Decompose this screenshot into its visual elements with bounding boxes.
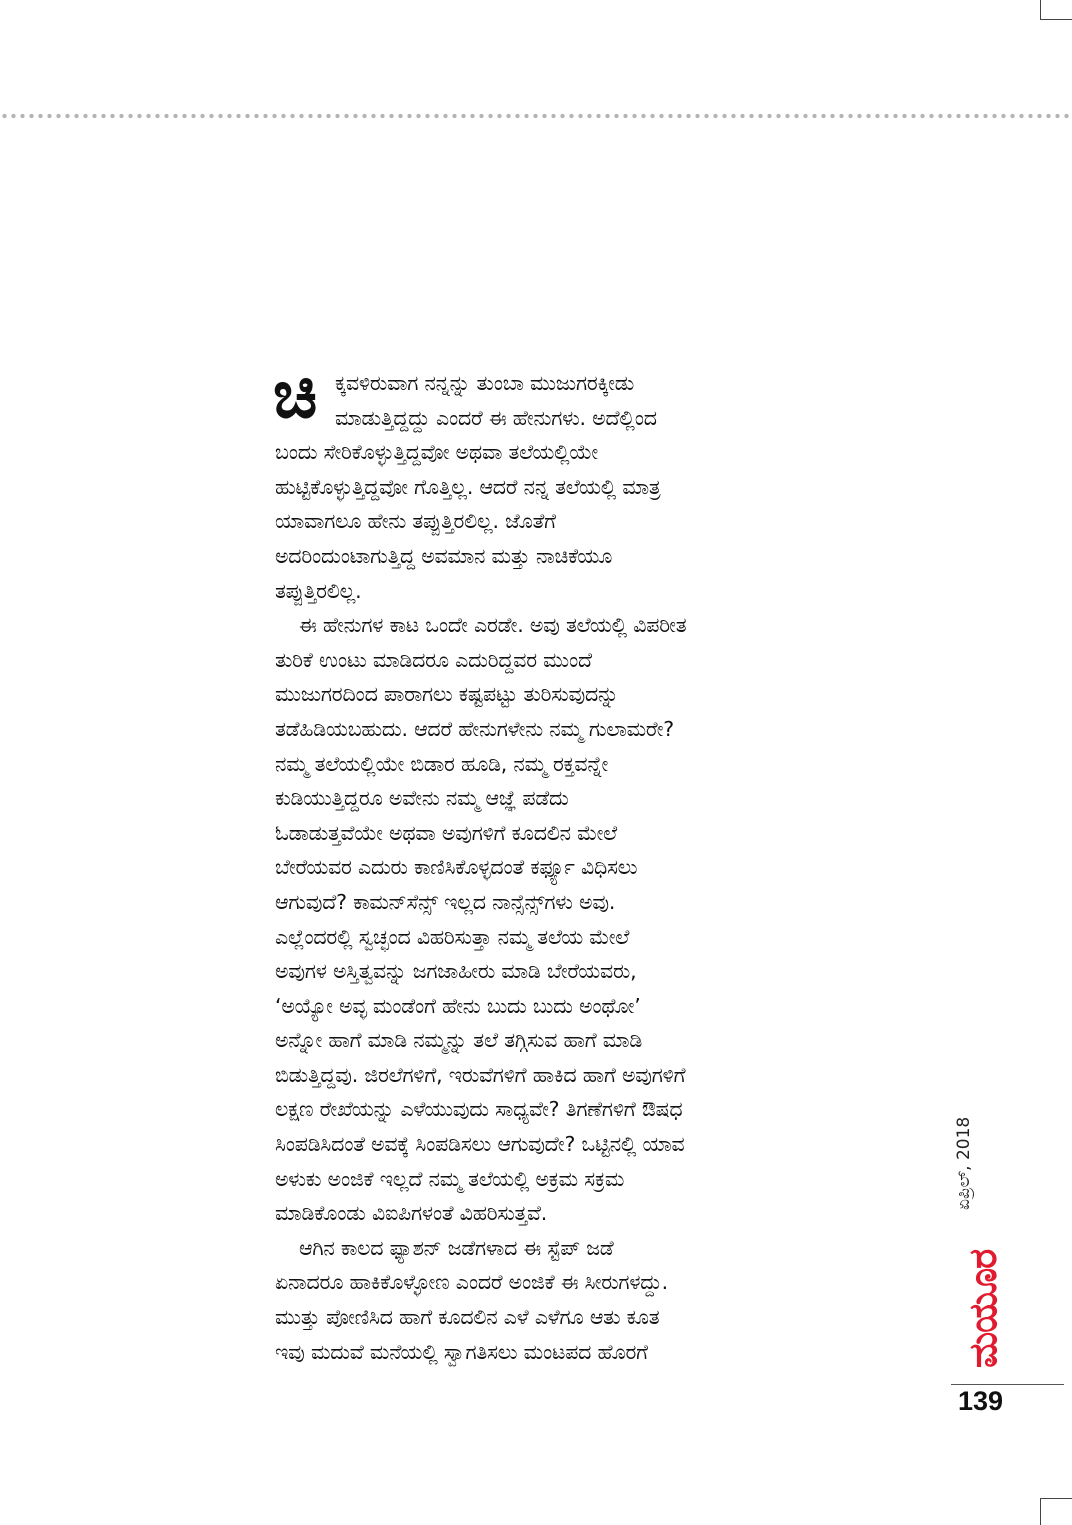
text-line: ಮುತ್ತು ಪೋಣಿಸಿದ ಹಾಗೆ ಕೂದಲಿನ ಎಳೆ ಎಳೆಗೂ ಆತು ಕೂತ	[275, 1305, 660, 1330]
text-line: ಬಂದು ಸೇರಿಕೊಳ್ಳುತ್ತಿದ್ದವೋ ಅಥವಾ ತಲೆಯಲ್ಲಿಯೇ	[275, 440, 598, 465]
crop-mark-bottom	[1040, 1498, 1072, 1525]
text-line: ತುರಿಕೆ ಉಂಟು ಮಾಡಿದರೂ ಎದುರಿದ್ದವರ ಮುಂದೆ	[275, 647, 592, 672]
text-line: ಬಿಡುತ್ತಿದ್ದವು. ಜಿರಲೆಗಳಿಗೆ, ಇರುವೆಗಳಿಗೆ ಹಾಕಿದ ಹಾಗೆ ಅವುಗಳಿಗೆ	[275, 1062, 686, 1087]
page-number-rule	[951, 1384, 1064, 1385]
text-line: ಅಳುಕು ಅಂಜಿಕೆ ಇಲ್ಲದೆ ನಮ್ಮ ತಲೆಯಲ್ಲಿ ಅಕ್ರಮ ಸಕ್ರಮ	[275, 1166, 625, 1191]
text-line: ಯಾವಾಗಲೂ ಹೇನು ತಪ್ಪುತ್ತಿರಲಿಲ್ಲ. ಜೊತೆಗೆ	[275, 509, 556, 534]
text-line: ಏನಾದರೂ ಹಾಕಿಕೊಳ್ಳೋಣ ಎಂದರೆ ಅಂಜಿಕೆ ಈ ಸೀರುಗಳದ್ದು.	[275, 1270, 669, 1295]
text-line: ಬೇರೆಯವರ ಎದುರು ಕಾಣಿಸಿಕೊಳ್ಳದಂತೆ ಕರ್ಫ್ಯೂ ವಿಧಿಸಲು	[275, 855, 638, 880]
text-line: ಮುಜುಗರದಿಂದ ಪಾರಾಗಲು ಕಷ್ಟಪಟ್ಟು ತುರಿಸುವುದನ್ನು	[275, 682, 619, 707]
article-body	[273, 356, 815, 1369]
magazine-logo: ಮಯೂರ	[961, 1249, 1005, 1368]
text-line: ಎಲ್ಲೆಂದರಲ್ಲಿ ಸ್ವಚ್ಛಂದ ವಿಹರಿಸುತ್ತಾ ನಮ್ಮ ತಲೆಯ ಮೇಲೆ	[275, 924, 630, 949]
text-line: ನಮ್ಮ ತಲೆಯಲ್ಲಿಯೇ ಬಿಡಾರ ಹೂಡಿ, ನಮ್ಮ ರಕ್ತವನ್ನೇ	[275, 751, 609, 776]
page-number: 139	[958, 1386, 1004, 1416]
text-line: ಅನ್ನೋ ಹಾಗೆ ಮಾಡಿ ನಮ್ಮನ್ನು ತಲೆ ತಗ್ಗಿಸುವ ಹಾಗೆ ಮಾಡಿ	[275, 1028, 643, 1053]
text-line: ಇವು ಮದುವೆ ಮನೆಯಲ್ಲಿ ಸ್ವಾಗತಿಸಲು ಮಂಟಪದ ಹೊರಗೆ	[275, 1339, 648, 1364]
text-line: ತಪ್ಪುತ್ತಿರಲಿಲ್ಲ.	[275, 578, 362, 603]
text-line: ಕುಡಿಯುತ್ತಿದ್ದರೂ ಅವೇನು ನಮ್ಮ ಆಜ್ಞೆ ಪಡೆದು	[275, 786, 569, 811]
text-line: ಅದರಿಂದುಂಟಾಗುತ್ತಿದ್ದ ಅವಮಾನ ಮತ್ತು ನಾಚಿಕೆಯೂ	[275, 543, 613, 568]
dotted-divider	[0, 113, 1072, 119]
text-line: ಸಿಂಪಡಿಸಿದಂತೆ ಅವಕ್ಕೆ ಸಿಂಪಡಿಸಲು ಆಗುವುದೇ? ಒಟ್ಟಿನಲ್ಲಿ ಯಾವ	[275, 1132, 685, 1157]
paragraph-2	[275, 608, 815, 1231]
text-line: ‘ಅಯ್ಯೋ ಅವ್ಳ ಮಂಡೆಂಗೆ ಹೇನು ಬುದು ಬುದು ಅಂಥೋ’	[275, 993, 641, 1018]
text-line: ಆಗುವುದೆ? ಕಾಮನ್‌ಸೆನ್ಸ್ ಇಲ್ಲದ ನಾನ್ಸೆನ್ಸ್‌ಗಳು ಅವು.	[275, 889, 616, 914]
drop-cap: ಚಿ	[273, 356, 318, 433]
text-line: ಹುಟ್ಟಿಕೊಳ್ಳುತ್ತಿದ್ದವೋ ಗೊತ್ತಿಲ್ಲ. ಆದರೆ ನನ್ನ ತಲೆಯಲ್ಲಿ ಮಾತ್ರ	[275, 474, 661, 499]
paragraph-1	[273, 356, 815, 608]
paragraph-3	[275, 1231, 815, 1369]
issue-date: ಏಪ್ರಿಲ್, 2018	[954, 1116, 974, 1210]
text-line: ಅವುಗಳ ಅಸ್ತಿತ್ವವನ್ನು ಜಗಜಾಹೀರು ಮಾಡಿ ಬೇರೆಯವರು,	[275, 959, 637, 984]
text-line: ಈ ಹೇನುಗಳ ಕಾಟ ಒಂದೇ ಎರಡೇ. ಅವು ತಲೆಯಲ್ಲಿ ವಿಪರೀತ	[299, 613, 687, 638]
crop-mark-top	[1040, 0, 1072, 20]
text-line: ಮಾಡುತ್ತಿದ್ದದ್ದು ಎಂದರೆ ಈ ಹೇನುಗಳು. ಅದೆಲ್ಲಿಂದ	[335, 405, 657, 430]
text-line: ಕ್ಕವಳಿರುವಾಗ ನನ್ನನ್ನು ತುಂಬಾ ಮುಜುಗರಕ್ಕೀಡು	[335, 371, 635, 395]
text-line: ಆಗಿನ ಕಾಲದ ಫ್ಯಾಶನ್ ಜಡೆಗಳಾದ ಈ ಸ್ಟೆಪ್ ಜಡೆ	[299, 1235, 614, 1260]
text-line: ಲಕ್ಷಣ ರೇಖೆಯನ್ನು ಎಳೆಯುವುದು ಸಾಧ್ಯವೇ? ತಿಗಣೆಗಳಿಗೆ ಔಷಧ	[275, 1097, 683, 1122]
text-line: ತಡೆಹಿಡಿಯಬಹುದು. ಆದರೆ ಹೇನುಗಳೇನು ನಮ್ಮ ಗುಲಾಮರೇ?	[275, 716, 674, 741]
text-line: ಓಡಾಡುತ್ತವೆಯೇ ಅಥವಾ ಅವುಗಳಿಗೆ ಕೂದಲಿನ ಮೇಲೆ	[275, 820, 618, 845]
text-line: ಮಾಡಿಕೊಂಡು ವಿಐಪಿಗಳಂತೆ ವಿಹರಿಸುತ್ತವೆ.	[275, 1201, 548, 1226]
